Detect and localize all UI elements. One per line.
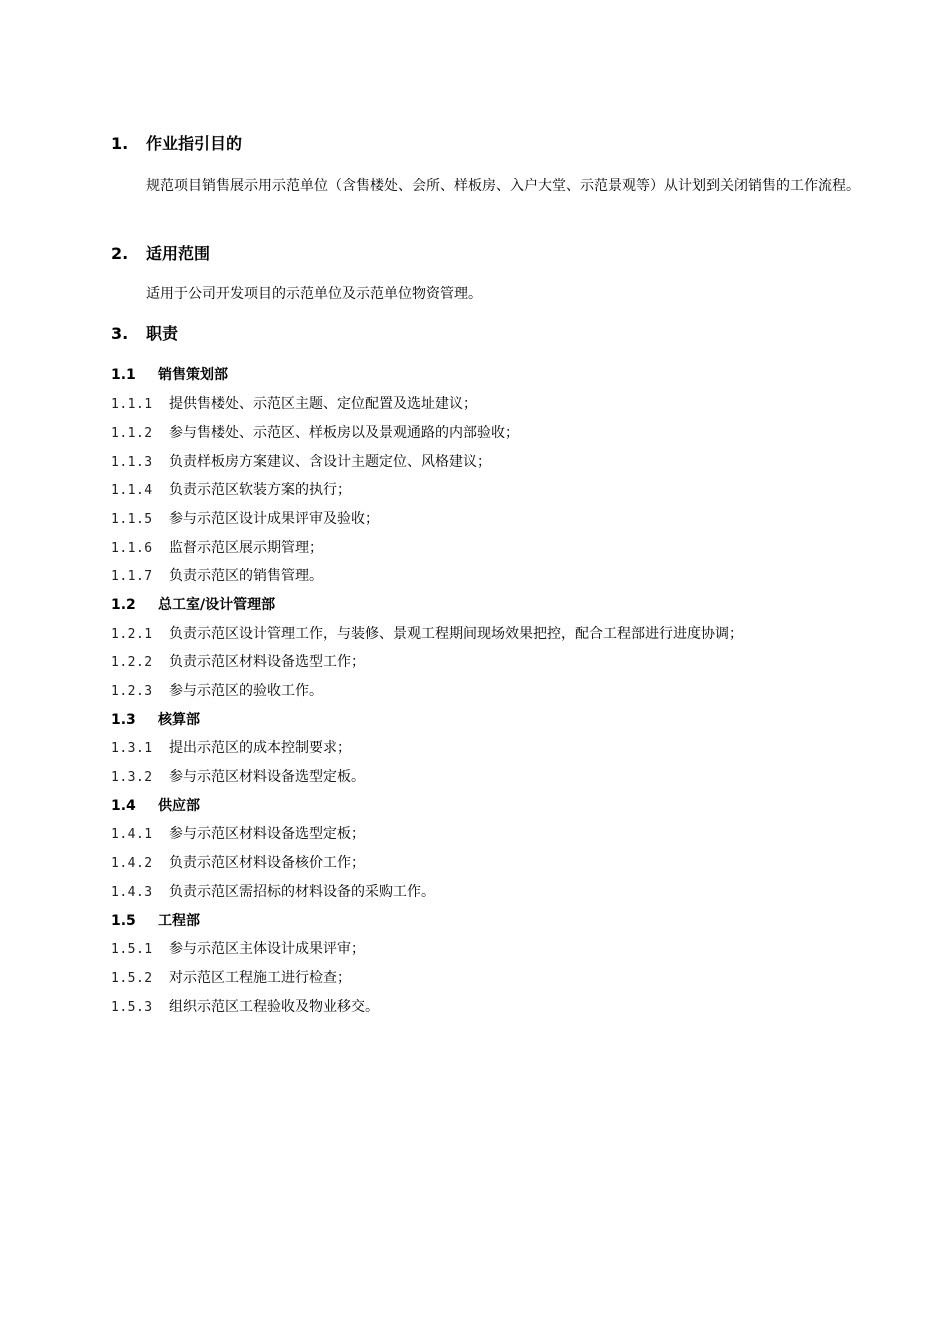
item-text: 参与售楼处、示范区、样板房以及景观通路的内部验收； <box>169 425 519 441</box>
item-number: 1.2.2 <box>111 655 153 670</box>
item-text: 监督示范区展示期管理； <box>169 540 323 556</box>
item-text: 负责示范区软装方案的执行； <box>169 482 351 498</box>
section-title: 职责 <box>146 324 179 343</box>
section-heading-responsibilities <box>111 323 178 345</box>
section-title: 适用范围 <box>146 244 211 263</box>
item-text: 负责示范区的销售管理。 <box>169 568 323 584</box>
section-number: 2. <box>111 244 129 263</box>
item-text: 组织示范区工程验收及物业移交。 <box>169 999 379 1015</box>
item-number: 1.4.3 <box>111 885 153 900</box>
item-text: 负责样板房方案建议、含设计主题定位、风格建议； <box>169 454 491 470</box>
department-heading-engineering <box>111 911 200 931</box>
department-title: 核算部 <box>158 712 200 728</box>
item-text: 参与示范区材料设备选型定板； <box>169 826 365 842</box>
list-item <box>111 824 365 845</box>
item-text: 对示范区工程施工进行检查； <box>169 970 351 986</box>
list-item <box>111 939 365 960</box>
item-number: 1.3.1 <box>111 741 153 756</box>
section-heading-scope <box>111 243 210 265</box>
department-title: 供应部 <box>158 798 200 814</box>
section-body-scope: 适用于公司开发项目的示范单位及示范单位物资管理。 <box>146 286 482 302</box>
department-title: 销售策划部 <box>158 367 228 383</box>
item-text: 负责示范区材料设备选型工作； <box>169 654 365 670</box>
list-item <box>111 624 743 645</box>
item-number: 1.1.2 <box>111 426 153 441</box>
list-item <box>111 997 379 1018</box>
department-title: 总工室/设计管理部 <box>158 597 276 613</box>
section-number: 1. <box>111 134 129 153</box>
item-number: 1.3.2 <box>111 770 153 785</box>
list-item <box>111 853 365 874</box>
item-text: 参与示范区的验收工作。 <box>169 683 323 699</box>
item-number: 1.2.3 <box>111 684 153 699</box>
department-number: 1.3 <box>111 712 136 728</box>
item-number: 1.5.3 <box>111 1000 153 1015</box>
list-item <box>111 738 351 759</box>
item-number: 1.1.7 <box>111 569 153 584</box>
item-number: 1.1.3 <box>111 455 153 470</box>
list-item <box>111 452 491 473</box>
department-heading-supply <box>111 796 200 816</box>
section-body-purpose: 规范项目销售展示用示范单位（含售楼处、会所、样板房、入户大堂、示范景观等）从计划到关闭销售的工作流程。 <box>146 178 860 194</box>
section-heading-purpose <box>111 133 242 155</box>
item-number: 1.2.1 <box>111 627 153 642</box>
item-number: 1.1.1 <box>111 397 153 412</box>
section-title: 作业指引目的 <box>146 134 243 153</box>
list-item <box>111 509 379 530</box>
list-item <box>111 566 323 587</box>
item-text: 参与示范区主体设计成果评审； <box>169 941 365 957</box>
list-item <box>111 652 365 673</box>
item-number: 1.1.5 <box>111 512 153 527</box>
list-item <box>111 394 477 415</box>
item-number: 1.4.2 <box>111 856 153 871</box>
item-text: 参与示范区材料设备选型定板。 <box>169 769 365 785</box>
item-text: 负责示范区需招标的材料设备的采购工作。 <box>169 884 435 900</box>
department-heading-design-management <box>111 595 275 615</box>
list-item <box>111 681 323 702</box>
department-title: 工程部 <box>158 913 200 929</box>
list-item <box>111 480 351 501</box>
list-item <box>111 882 435 903</box>
item-text: 负责示范区材料设备核价工作； <box>169 855 365 871</box>
item-number: 1.5.1 <box>111 942 153 957</box>
item-text: 参与示范区设计成果评审及验收； <box>169 511 379 527</box>
department-heading-sales-planning <box>111 365 228 385</box>
item-number: 1.4.1 <box>111 827 153 842</box>
item-text: 提供售楼处、示范区主题、定位配置及选址建议； <box>169 396 477 412</box>
item-text: 负责示范区设计管理工作，与装修、景观工程期间现场效果把控，配合工程部进行进度协调； <box>169 626 743 642</box>
list-item <box>111 423 519 444</box>
item-number: 1.1.4 <box>111 483 153 498</box>
department-heading-accounting <box>111 710 200 730</box>
department-number: 1.1 <box>111 367 136 383</box>
list-item <box>111 767 365 788</box>
item-number: 1.1.6 <box>111 541 153 556</box>
department-number: 1.4 <box>111 798 136 814</box>
list-item <box>111 538 323 559</box>
item-text: 提出示范区的成本控制要求； <box>169 740 351 756</box>
section-number: 3. <box>111 324 129 343</box>
item-number: 1.5.2 <box>111 971 153 986</box>
list-item <box>111 968 351 989</box>
department-number: 1.2 <box>111 597 136 613</box>
department-number: 1.5 <box>111 913 136 929</box>
